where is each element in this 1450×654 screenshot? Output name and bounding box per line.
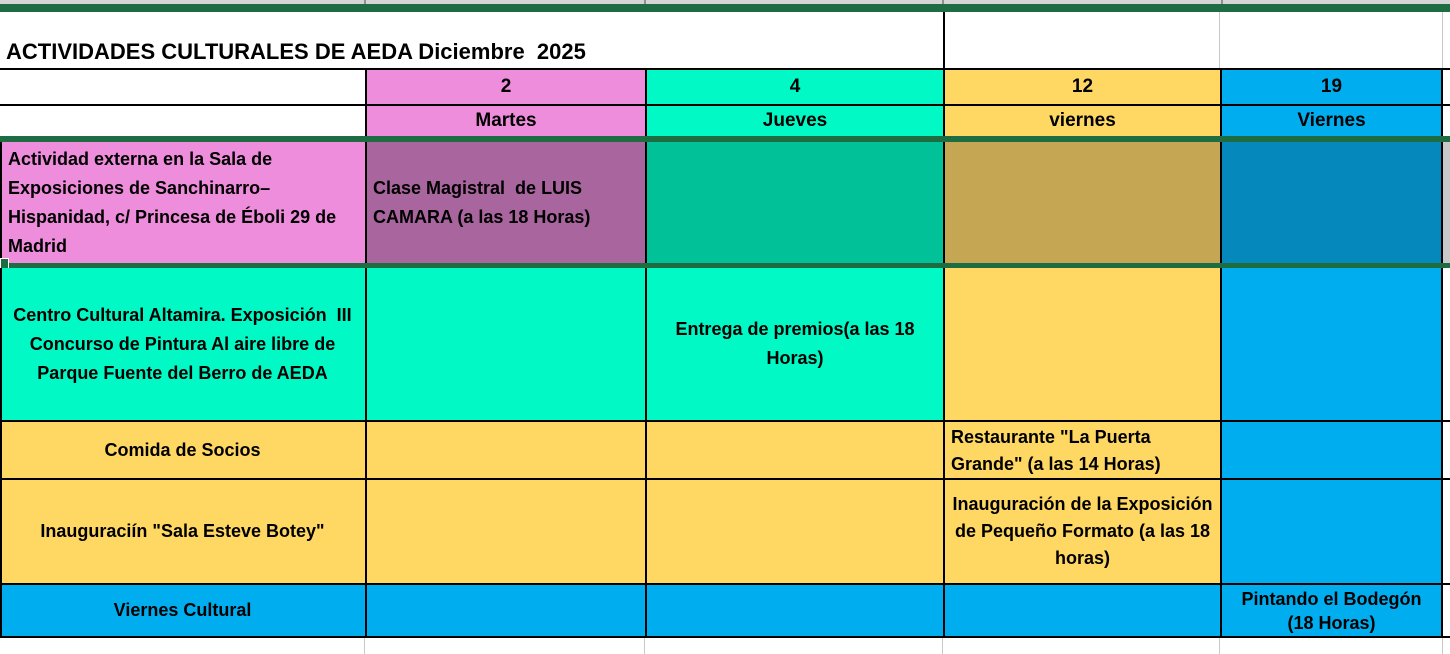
cell-r2-viernes-12[interactable] [943, 268, 1220, 420]
row-inauguracion-sala-esteve-botey [0, 480, 1450, 585]
cell-r3-viernes-12[interactable]: Restaurante "La Puerta Grande" (a las 14 Horas) [943, 422, 1220, 478]
header-date-jueves[interactable]: 4 [645, 70, 943, 104]
row-viernes-cultural [0, 585, 1450, 638]
cell-r4-viernes-12[interactable]: Inauguración de la Exposición de Pequeño Formato (a las 18 horas) [943, 480, 1220, 583]
header-date-viernes-19[interactable]: 19 [1220, 70, 1443, 104]
empty-cell[interactable] [0, 638, 365, 654]
header-date-martes[interactable]: 2 [365, 70, 645, 104]
title-row [0, 12, 1450, 68]
row-centro-cultural-altamira [0, 268, 1450, 422]
margin-sliver [1443, 480, 1450, 583]
cell-r2-martes[interactable] [365, 268, 645, 420]
empty-cell[interactable] [1220, 12, 1443, 68]
margin-sliver [1443, 268, 1450, 420]
cell-r3-jueves[interactable] [645, 422, 943, 478]
cell-r1-viernes-12[interactable] [943, 142, 1220, 263]
cell-r3-viernes-19[interactable] [1220, 422, 1443, 478]
cell-r2-jueves[interactable]: Entrega de premios(a las 18 Horas) [645, 268, 943, 420]
header-day-viernes-19[interactable]: Viernes [1220, 106, 1443, 136]
header-date-viernes-12[interactable]: 12 [943, 70, 1220, 104]
empty-cell[interactable] [1220, 638, 1443, 654]
empty-cell[interactable] [365, 638, 645, 654]
empty-cell[interactable] [645, 638, 943, 654]
cell-r1-viernes-19[interactable] [1220, 142, 1443, 263]
cell-r4-jueves[interactable] [645, 480, 943, 583]
selected-margin-sliver [1443, 142, 1450, 263]
empty-header-cell[interactable] [0, 106, 365, 136]
cell-r2-viernes-19[interactable] [1220, 268, 1443, 420]
empty-sheet-strip [0, 638, 1450, 654]
title-cell[interactable] [0, 12, 943, 68]
row-actividad-externa [0, 142, 1450, 263]
column-divider-tick [364, 0, 366, 4]
row-label-comida-de-socios[interactable]: Comida de Socios [0, 422, 365, 478]
empty-header-cell[interactable] [0, 70, 365, 104]
cell-r1-jueves[interactable] [645, 142, 943, 263]
page-title: ACTIVIDADES CULTURALES DE AEDA Diciembre 2025 [6, 39, 586, 64]
cell-r5-martes[interactable] [365, 585, 645, 636]
margin-sliver [1443, 12, 1450, 68]
empty-cell[interactable] [943, 12, 1220, 68]
column-header-strip [0, 0, 1450, 4]
margin-sliver [1443, 585, 1450, 636]
margin-sliver [1443, 106, 1450, 136]
column-divider-tick [942, 0, 944, 4]
header-day-martes[interactable]: Martes [365, 106, 645, 136]
column-divider-tick [1221, 0, 1223, 4]
row-comida-de-socios [0, 422, 1450, 480]
selection-highlight-bar [0, 4, 1450, 12]
margin-sliver [1443, 422, 1450, 478]
cell-r4-martes[interactable] [365, 480, 645, 583]
cell-r5-viernes-12[interactable] [943, 585, 1220, 636]
row-label-inauguracion-sala[interactable]: Inauguraciín "Sala Esteve Botey" [0, 480, 365, 583]
cell-r3-martes[interactable] [365, 422, 645, 478]
day-header-row [0, 104, 1450, 136]
margin-sliver [1443, 70, 1450, 104]
margin-sliver [1443, 638, 1450, 654]
row-label-actividad-externa[interactable]: Actividad externa en la Sala de Exposiciones de Sanchinarro–Hispanidad, c/ Princesa de Éboli 29 de Madrid [0, 142, 365, 263]
header-day-jueves[interactable]: Jueves [645, 106, 943, 136]
cell-r4-viernes-19[interactable] [1220, 480, 1443, 583]
header-day-viernes-12[interactable]: viernes [943, 106, 1220, 136]
cell-r5-jueves[interactable] [645, 585, 943, 636]
date-header-row [0, 68, 1450, 104]
row-label-viernes-cultural[interactable]: Viernes Cultural [0, 585, 365, 636]
cell-r5-viernes-19[interactable]: Pintando el Bodegón (18 Horas) [1220, 585, 1443, 636]
empty-cell[interactable] [943, 638, 1220, 654]
row-label-centro-cultural[interactable]: Centro Cultural Altamira. Exposición III Concurso de Pintura Al aire libre de Parque Fuente del Berro de AEDA [0, 268, 365, 420]
cell-r1-martes[interactable]: Clase Magistral de LUIS CAMARA (a las 18 Horas) [365, 142, 645, 263]
column-divider-tick [644, 0, 646, 4]
